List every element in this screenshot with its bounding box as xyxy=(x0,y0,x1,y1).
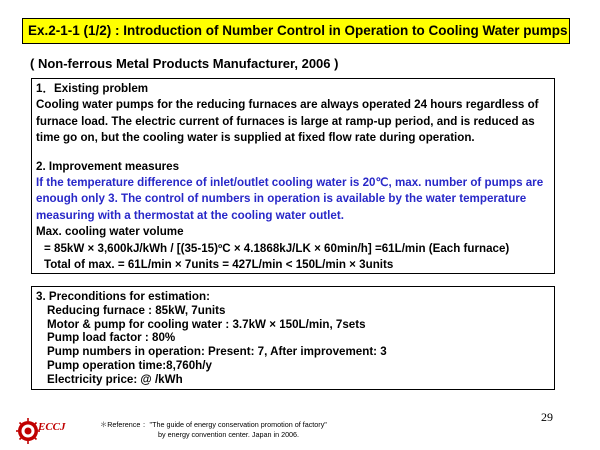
reference-line: by energy convention center. Japan in 2006. xyxy=(158,430,300,439)
reference-line: ＊Reference ："The guide of energy conservation promotion of factory" xyxy=(100,420,327,429)
precondition-item: Pump numbers in operation: Present: 7, After improvement: 3 xyxy=(47,345,387,359)
problem-and-measures-box xyxy=(31,78,555,274)
preconditions-box xyxy=(31,286,555,390)
calc-line: = 85kW × 3,600kJ/kWh / [(35-15)ºC × 4.1868kJ/LK × 60min/h] =61L/min (Each furnace) xyxy=(44,241,510,255)
precondition-item: Reducing furnace : 85kW, 7units xyxy=(47,303,226,317)
logo-text: ECCJ xyxy=(38,421,66,433)
section3-heading: 3. Preconditions for estimation: xyxy=(36,290,210,303)
page-number: 29 xyxy=(541,410,553,424)
spacer xyxy=(36,147,550,159)
reference-note xyxy=(100,420,327,440)
precondition-item: Motor & pump for cooling water : 3.7kW × 150L/min, 7sets xyxy=(47,317,366,331)
calc-line: Total of max. = 61L/min × 7units = 427L/min < 150L/min × 3units xyxy=(44,258,394,272)
measure-line: measuring with a thermostat at the cooling water outlet. xyxy=(36,208,344,222)
page-title: Ex.2-1-1 (1/2) : Introduction of Number Control in Operation to Cooling Water pumps xyxy=(22,18,570,44)
measure-line: enough only 3. The control of numbers in operation is available by the water temperature xyxy=(36,192,527,206)
precondition-item: Pump operation time:8,760h/y xyxy=(47,358,212,372)
precondition-item: Pump load factor : 80% xyxy=(47,331,176,345)
section2-heading: 2. Improvement measures xyxy=(36,159,180,173)
precondition-item: Electricity price: @ /kWh xyxy=(47,372,183,386)
calc-heading: Max. cooling water volume xyxy=(36,225,184,239)
section1-body: Cooling water pumps for the reducing furnaces are always operated 24 hours regardless of furnace load. The electric current of furnaces is large at ramp-up period, and is reduced as time go on, but the cooling water is supplied at fixed flow rate during operation. xyxy=(36,98,539,145)
section1-heading: 1．Existing problem xyxy=(36,82,149,95)
subtitle: ( Non-ferrous Metal Products Manufacturer, 2006 ) xyxy=(30,56,339,71)
measure-line: If the temperature difference of inlet/outlet cooling water is 20℃, max. number of pumps are xyxy=(36,176,544,190)
